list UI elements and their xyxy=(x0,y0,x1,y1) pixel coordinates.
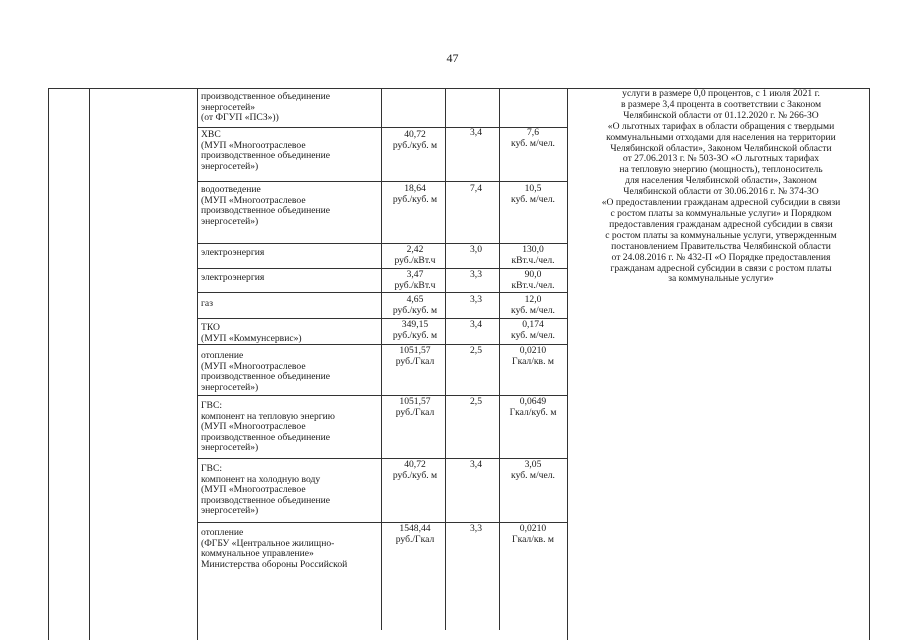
percent-cell: 3,4 xyxy=(470,459,482,470)
tariff-table xyxy=(48,88,870,640)
row-divider xyxy=(197,395,567,396)
row-divider xyxy=(197,458,567,459)
service-cell: ТКО (МУП «Коммунсервис») xyxy=(201,322,302,344)
service-cell: ГВС: компонент на тепловую энергию (МУП «Многоотраслевое производственное объединение энергосетей») xyxy=(201,400,335,454)
percent-cell: 3,3 xyxy=(470,294,482,305)
row-divider xyxy=(197,318,567,319)
percent-cell: 2,5 xyxy=(470,396,482,407)
service-cell: электроэнергия xyxy=(201,247,265,258)
column-divider xyxy=(445,89,446,630)
service-cell: отопление (ФГБУ «Центральное жилищно- коммунальное управление» Министерства обороны Российской xyxy=(201,527,348,570)
service-cell: водоотведение (МУП «Многоотраслевое производственное объединение энергосетей») xyxy=(201,184,331,227)
column-divider xyxy=(381,89,382,630)
row-divider xyxy=(197,181,567,182)
column-divider xyxy=(499,89,500,630)
norm-cell: 0,0649 Гкал/куб. м xyxy=(509,396,557,418)
percent-cell: 7,4 xyxy=(470,183,482,194)
price-cell: 40,72 руб./куб. м xyxy=(392,459,438,481)
service-cell: производственное объединение энергосетей» (от ФГУП «ПСЗ»)) xyxy=(201,91,331,124)
price-cell: 40,72 руб./куб. м xyxy=(392,129,438,151)
row-divider xyxy=(197,292,567,293)
row-divider xyxy=(197,243,567,244)
norm-cell: 10,5 куб. м/чел. xyxy=(511,183,555,205)
service-cell: ХВС (МУП «Многоотраслевое производственное объединение энергосетей») xyxy=(201,129,331,172)
column-divider xyxy=(567,89,568,640)
norm-cell: 0,0210 Гкал/кв. м xyxy=(512,345,554,367)
price-cell: 1051,57 руб./Гкал xyxy=(395,345,435,367)
norm-cell: 90,0 кВт.ч./чел. xyxy=(511,269,555,291)
price-cell: 1051,57 руб./Гкал xyxy=(395,396,435,418)
percent-cell: 3,3 xyxy=(470,523,482,534)
page-number: 47 xyxy=(446,51,459,65)
percent-cell: 2,5 xyxy=(470,345,482,356)
price-cell: 18,64 руб./куб. м xyxy=(392,183,438,205)
legal-note: услуги в размере 0,0 процентов, с 1 июля 2021 г. в размере 3,4 процента в соответствии с Законом Челябинской области от 01.12.2020 г. № 266-ЗО «О льготных тарифах в области обращения с твердыми коммунальными отходами для населения на территории Челябинской области», Законом Челябинской области от 27.06.2013 г. № 503-ЗО «О льготных тарифах на тепловую энергию (мощность), теплоноситель для населения Челябинской области», Законом Челябинской области от 30.06.2016 г. № 374-ЗО «О предоставлении гражданам адресной субсидии в связи с ростом платы за коммунальные услуги» и Порядком предоставления гражданам адресной субсидии в связи с ростом платы за коммунальные услуги, утвержденным постановлением Правительства Челябинской области от 24.08.2016 г. № 432-П «О Порядке предоставления гражданам адресной субсидии в связи с ростом платы за коммунальные услуги» xyxy=(601,88,841,285)
row-divider xyxy=(197,522,567,523)
price-cell: 2,42 руб./кВт.ч xyxy=(394,244,436,266)
row-divider xyxy=(197,268,567,269)
norm-cell: 7,6 куб. м/чел. xyxy=(511,127,555,149)
norm-cell: 12,0 куб. м/чел. xyxy=(511,294,555,316)
norm-cell: 0,0210 Гкал/кв. м xyxy=(512,523,554,545)
percent-cell: 3,4 xyxy=(470,127,482,138)
norm-cell: 3,05 куб. м/чел. xyxy=(511,459,555,481)
norm-cell: 130,0 кВт.ч./чел. xyxy=(511,244,555,266)
service-cell: газ xyxy=(201,298,213,309)
service-cell: ГВС: компонент на холодную воду (МУП «Многоотраслевое производственное объединение энергосетей») xyxy=(201,463,331,517)
price-cell: 349,15 руб./куб. м xyxy=(392,319,438,341)
percent-cell: 3,0 xyxy=(470,244,482,255)
column-divider xyxy=(89,89,90,640)
price-cell: 1548,44 руб./Гкал xyxy=(395,523,435,545)
percent-cell: 3,4 xyxy=(470,319,482,330)
price-cell: 4,65 руб./куб. м xyxy=(392,294,438,316)
service-cell: электроэнергия xyxy=(201,272,265,283)
service-cell: отопление (МУП «Многоотраслевое производственное объединение энергосетей») xyxy=(201,350,331,393)
price-cell: 3,47 руб./кВт.ч xyxy=(394,269,436,291)
norm-cell: 0,174 куб. м/чел. xyxy=(511,319,555,341)
column-divider xyxy=(197,89,198,640)
percent-cell: 3,3 xyxy=(470,269,482,280)
